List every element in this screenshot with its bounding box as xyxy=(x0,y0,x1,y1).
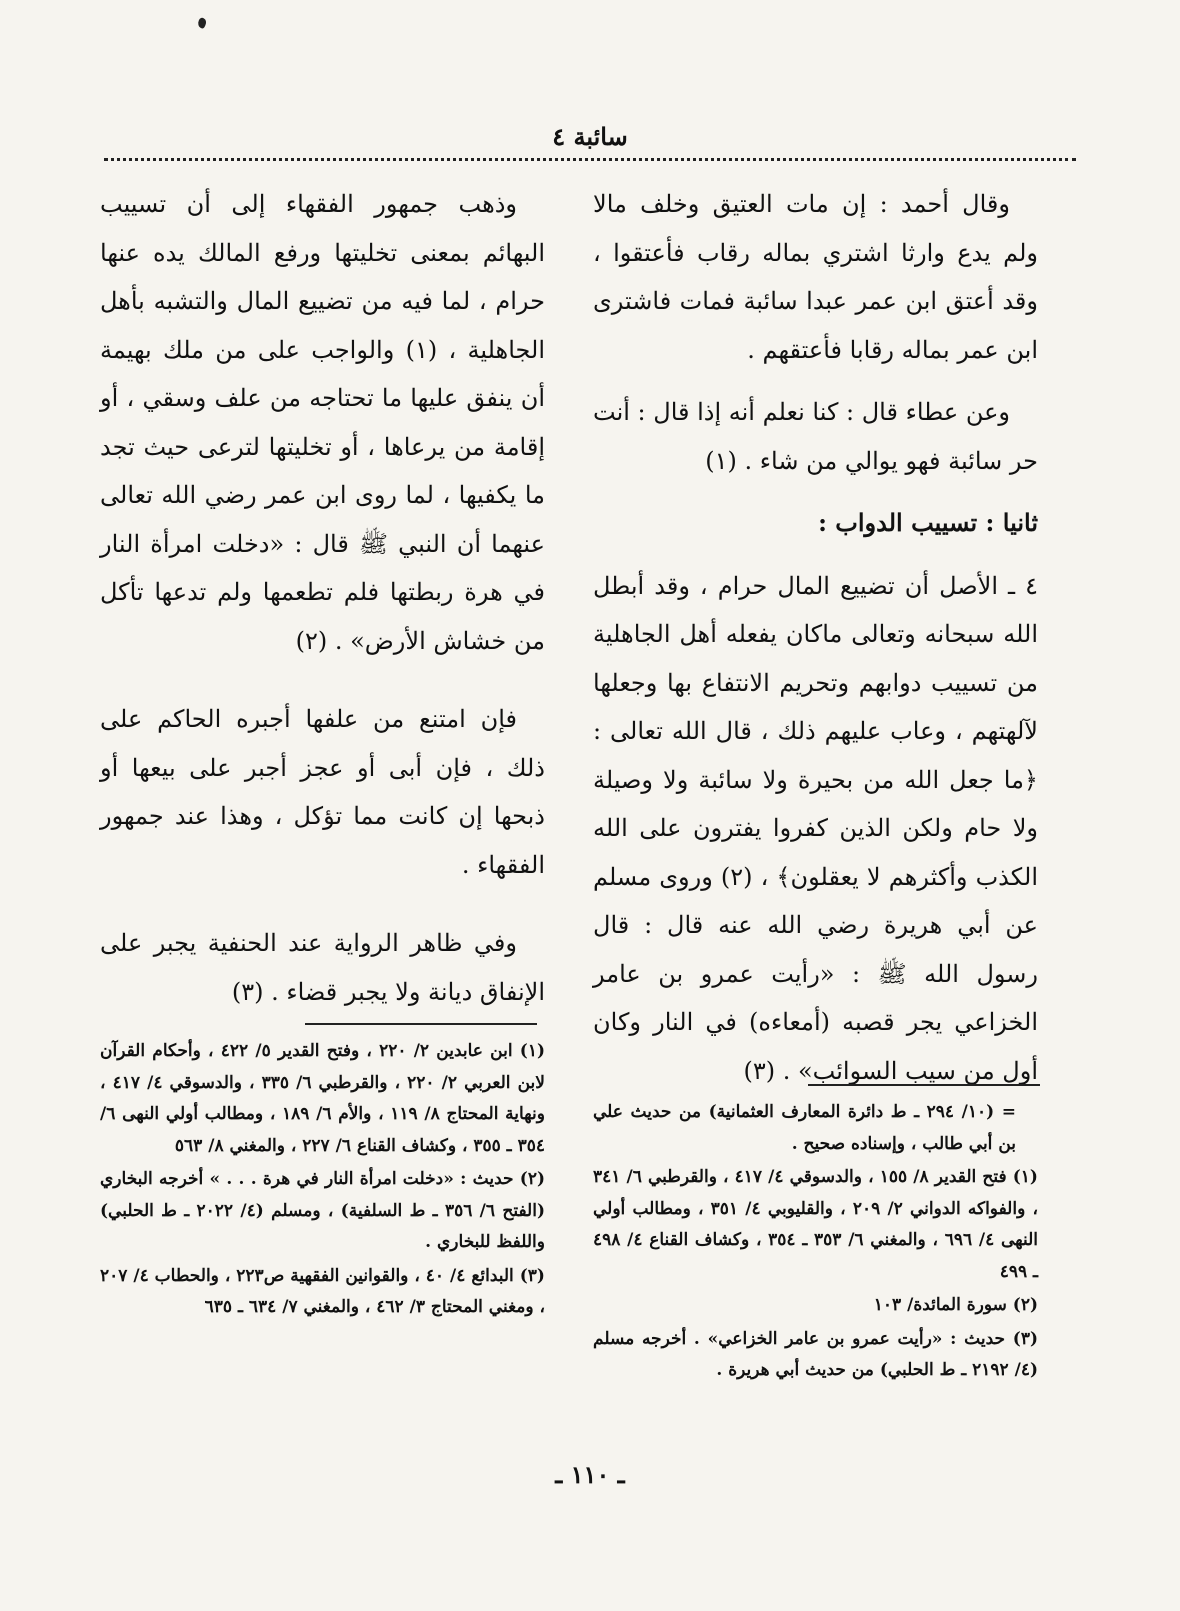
paragraph: وقال أحمد : إن مات العتيق وخلف مالا ولم يدع وارثا اشتري بماله رقاب فأعتقوا ، وقد أعتق ابن عمر عبدا سائبة فمات فاشترى ابن عمر بماله رقابا فأعتقهم . xyxy=(593,190,1038,364)
paragraph: ٤ ـ الأصل أن تضييع المال حرام ، وقد أبطل الله سبحانه وتعالى ماكان يفعله أهل الجاهلية من تسييب دوابهم وتحريم الانتفاع بها وجعلها لآلهتهم ، وعاب عليهم ذلك ، قال الله تعالى : ﴿ما جعل الله من بحيرة ولا سائبة ولا وصيلة ولا حام ولكن الذين كفروا يفترون على الله الكذب وأكثرهم لا يعقلون﴾ ، (٢) وروى مسلم عن أبي هريرة رضي الله عنه قال : قال رسول الله ﷺ : «رأيت عمرو بن عامر الخزاعي يجر قصبه (أمعاءه) في النار وكان أول من سيب السوائب» . (٣) xyxy=(593,571,1039,1085)
paragraph: وفي ظاهر الرواية عند الحنفية يجبر على الإنفاق ديانة ولا يجبر قضاء . (٣) xyxy=(100,929,545,1006)
page-title: سائبة ٤ xyxy=(552,122,628,151)
footnote: (٢) سورة المائدة/ ١٠٣ xyxy=(873,1295,1038,1315)
footnote: (٣) البدائع ٤/ ٤٠ ، والقوانين الفقهية ص٢٢٣ ، والحطاب ٤/ ٢٠٧ ، ومغني المحتاج ٣/ ٤٦٢ ، والمغني ٧/ ٦٣٤ ـ ٦٣٥ xyxy=(100,1265,545,1317)
section-heading: ثانيا : تسييب الدواب : xyxy=(818,508,1038,537)
paragraph: وذهب جمهور الفقهاء إلى أن تسييب البهائم بمعنى تخليتها ورفع المالك يده عنها حرام ، لما فيه من تضييع المال والتشبه بأهل الجاهلية ، (١) والواجب على من ملك بهيمة أن ينفق عليها ما تحتاجه من علف وسقي ، أو إقامة من يرعاها ، أو تخليتها لترعى حيث تجد ما يكفيها ، لما روى ابن عمر رضي الله تعالى عنهما أن النبي ﷺ قال : «دخلت امرأة النار في هرة ربطتها فلم تطعمها ولم تدعها تأكل من خشاش الأرض» . (٢) xyxy=(100,190,546,655)
footnote-separator-right xyxy=(808,1084,1040,1086)
footnote: (٣) حديث : «رأيت عمرو بن عامر الخزاعي» . أخرجه مسلم (٤/ ٢١٩٢ ـ ط الحلبي) من حديث أبي هريرة . xyxy=(593,1328,1038,1380)
footnote: (٢) حديث : «دخلت امرأة النار في هرة . . . » أخرجه البخاري (الفتح ٦/ ٣٥٦ ـ ط السلفية) ، ومسلم (٤/ ٢٠٢٢ ـ ط الحلبي) واللفظ للبخاري . xyxy=(100,1169,546,1252)
footnotes-right xyxy=(593,1097,1038,1389)
left-column xyxy=(100,180,545,1030)
footnotes-left xyxy=(100,1036,545,1326)
ink-speck xyxy=(196,17,207,29)
header-dotted-rule xyxy=(104,158,1076,161)
footnote: (١) ابن عابدين ٢/ ٢٢٠ ، وفتح القدير ٥/ ٤٢٢ ، وأحكام القرآن لابن العربي ٢/ ٢٢٠ ، والقرطبي ٦/ ٣٣٥ ، والدسوقي ٤/ ٤١٧ ، ونهاية المحتاج ٨/ ١١٩ ، والأم ٦/ ١٨٩ ، ومطالب أولي النهى ٦/ ٣٥٤ ـ ٣٥٥ ، وكشاف القناع ٦/ ٢٢٧ ، والمغني ٨/ ٥٦٣ xyxy=(100,1041,545,1156)
paragraph: فإن امتنع من علفها أجبره الحاكم على ذلك ، فإن أبى أو عجز أجبر على بيعها أو ذبحها إن كانت مما تؤكل ، وهذا عند جمهور الفقهاء . xyxy=(100,705,545,879)
page-number: ـ ١١٠ ـ xyxy=(555,1460,625,1489)
footnote: (١) فتح القدير ٨/ ١٥٥ ، والدسوقي ٤/ ٤١٧ ، والقرطبي ٦/ ٣٤١ ، والفواكه الدواني ٢/ ٢٠٩ ، والقليوبي ٤/ ٣٥١ ، ومطالب أولي النهى ٤/ ٦٩٦ ، والمغني ٦/ ٣٥٣ ـ ٣٥٤ ، وكشاف القناع ٤/ ٤٩٨ ـ ٤٩٩ xyxy=(593,1167,1038,1282)
footnote-separator-left xyxy=(305,1023,537,1025)
paragraph: وعن عطاء قال : كنا نعلم أنه إذا قال : أنت حر سائبة فهو يوالي من شاء . (١) xyxy=(593,398,1038,475)
right-column xyxy=(593,180,1038,1109)
footnote: = (١٠/ ٢٩٤ ـ ط دائرة المعارف العثمانية) من حديث علي بن أبي طالب ، وإسناده صحيح . xyxy=(593,1102,1016,1154)
